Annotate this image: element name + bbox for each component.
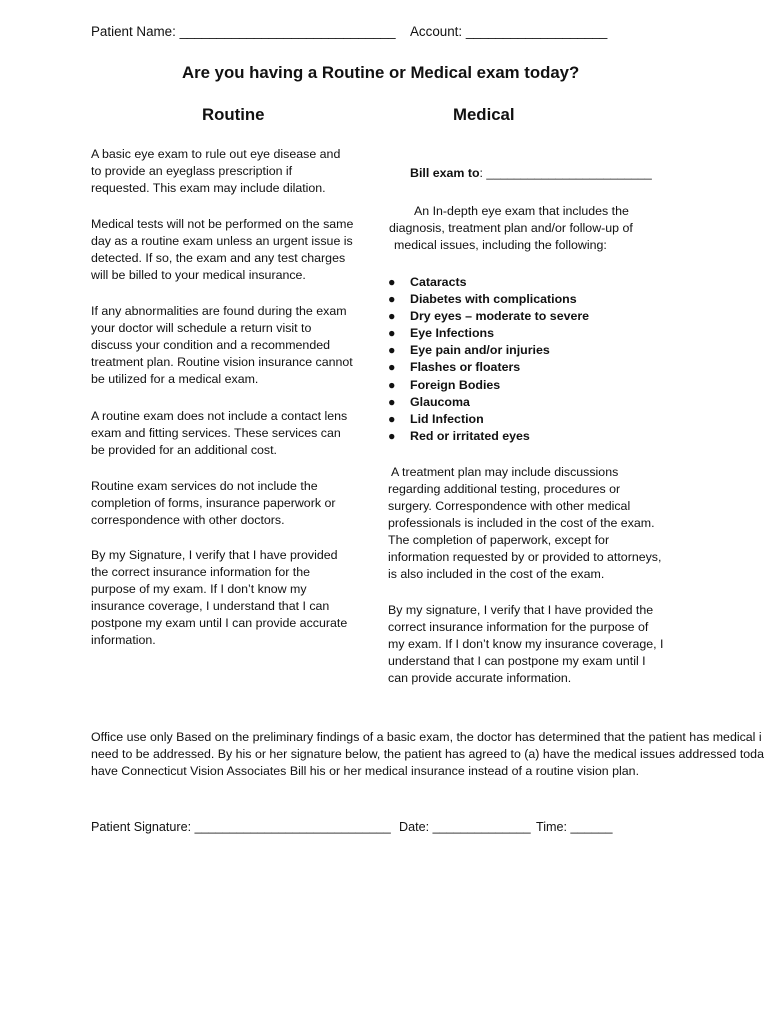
routine-text-line: correspondence with other doctors.: [91, 513, 285, 527]
office-use-line: have Connecticut Vision Associates Bill his or her medical insurance instead of a routine vision plan.: [91, 764, 640, 778]
routine-text-line: information.: [91, 633, 156, 647]
bullet-icon: ●: [388, 394, 396, 409]
bullet-icon: ●: [388, 309, 396, 324]
routine-text-line: be provided for an additional cost.: [91, 443, 277, 457]
routine-text-line: discuss your condition and a recommended: [91, 338, 330, 352]
treatment-plan-line: information requested by or provided to attorneys,: [388, 550, 662, 564]
list-item: [388, 291, 589, 308]
list-item: [388, 394, 589, 411]
medical-verify-line: correct insurance information for the purpose of: [388, 620, 649, 634]
routine-text-line: insurance coverage, I understand that I can: [91, 599, 330, 613]
treatment-plan-line: surgery. Correspondence with other medical: [388, 499, 631, 513]
routine-text-line: By my Signature, I verify that I have provided: [91, 548, 338, 562]
condition-label: Glaucoma: [410, 394, 470, 409]
medical-verify-line: understand that I can postpone my exam until I: [388, 654, 646, 668]
treatment-plan-line: A treatment plan may include discussions: [391, 465, 619, 479]
condition-label: Foreign Bodies: [410, 377, 501, 392]
page-title: Are you having a Routine or Medical exam today?: [182, 63, 580, 82]
bullet-icon: ●: [388, 275, 396, 289]
treatment-plan-line: The completion of paperwork, except for: [388, 533, 610, 547]
condition-label: Eye Infections: [410, 326, 495, 341]
treatment-plan-line: regarding additional testing, procedures or: [388, 482, 621, 496]
bullet-icon: ●: [388, 292, 396, 307]
condition-label: Cataracts: [410, 275, 467, 289]
condition-label: Lid Infection: [410, 411, 484, 426]
patient-signature-field[interactable]: Patient Signature: ____________________________: [91, 820, 391, 834]
routine-heading: Routine: [202, 105, 265, 124]
bullet-icon: ●: [388, 411, 396, 426]
medical-intro-line: diagnosis, treatment plan and/or follow-up of: [389, 221, 633, 235]
bullet-icon: ●: [388, 428, 396, 443]
office-use-line: need to be addressed. By his or her signature below, the patient has agreed to (a) have the medical issues addressed toda: [91, 747, 764, 761]
routine-text-line: your doctor will schedule a return visit to: [91, 321, 312, 335]
condition-label: Dry eyes – moderate to severe: [410, 309, 590, 324]
medical-verify-line: my exam. If I don’t know my insurance coverage, I: [388, 637, 664, 651]
routine-text-line: detected. If so, the exam and any test charges: [91, 251, 346, 265]
routine-text-line: to provide an eyeglass prescription if: [91, 164, 293, 178]
bill-exam-to-label: Bill exam to: [410, 166, 480, 180]
office-use-line: Office use only Based on the preliminary findings of a basic exam, the doctor has determined that the patient has medical i: [91, 730, 762, 744]
routine-text-line: day as a routine exam unless an urgent issue is: [91, 234, 353, 248]
condition-label: Red or irritated eyes: [410, 428, 530, 443]
bill-exam-to-field[interactable]: [410, 165, 652, 182]
bullet-icon: ●: [388, 326, 396, 341]
routine-text-line: be utilized for a medical exam.: [91, 372, 259, 386]
bullet-icon: ●: [388, 360, 396, 375]
list-item: [388, 377, 589, 394]
routine-text-line: purpose of my exam. If I don’t know my: [91, 582, 307, 596]
condition-label: Diabetes with complications: [410, 292, 577, 307]
treatment-plan-line: is also included in the cost of the exam.: [388, 567, 605, 581]
treatment-plan-line: professionals is included in the cost of the exam.: [388, 516, 655, 530]
routine-text-line: A basic eye exam to rule out eye disease and: [91, 147, 341, 161]
routine-text-line: the correct insurance information for the: [91, 565, 311, 579]
routine-text-line: A routine exam does not include a contact lens: [91, 409, 348, 423]
routine-text-line: exam and fitting services. These services can: [91, 426, 341, 440]
medical-intro-line: An In-depth eye exam that includes the: [414, 204, 629, 218]
condition-label: Eye pain and/or injuries: [410, 343, 550, 358]
list-item: [388, 308, 589, 325]
account-field[interactable]: Account: ___________________: [410, 24, 608, 39]
routine-text-line: postpone my exam until I can provide accurate: [91, 616, 348, 630]
bullet-icon: ●: [388, 377, 396, 392]
medical-intro-line: medical issues, including the following:: [394, 238, 607, 252]
list-item: [388, 274, 589, 291]
medical-conditions-list: [388, 274, 589, 445]
medical-verify-line: By my signature, I verify that I have provided the: [388, 603, 654, 617]
list-item: [388, 411, 589, 428]
medical-heading: Medical: [453, 105, 515, 124]
bill-exam-to-blank: : ________________________: [479, 166, 652, 180]
routine-text-line: requested. This exam may include dilation.: [91, 181, 326, 195]
routine-text-line: completion of forms, insurance paperwork or: [91, 496, 336, 510]
routine-text-line: If any abnormalities are found during the exam: [91, 304, 347, 318]
routine-text-line: treatment plan. Routine vision insurance cannot: [91, 355, 353, 369]
list-item: [388, 325, 589, 342]
list-item: [388, 428, 589, 445]
bullet-icon: ●: [388, 343, 396, 358]
routine-text-line: Routine exam services do not include the: [91, 479, 318, 493]
date-field[interactable]: Date: ______________: [399, 820, 531, 834]
routine-text-line: will be billed to your medical insurance.: [91, 268, 306, 282]
condition-label: Flashes or floaters: [410, 360, 521, 375]
medical-verify-line: can provide accurate information.: [388, 671, 572, 685]
routine-text-line: Medical tests will not be performed on the same: [91, 217, 354, 231]
list-item: [388, 342, 589, 359]
time-field[interactable]: Time: ______: [536, 820, 613, 834]
list-item: [388, 359, 589, 376]
patient-name-field[interactable]: Patient Name: _____________________________: [91, 24, 396, 39]
